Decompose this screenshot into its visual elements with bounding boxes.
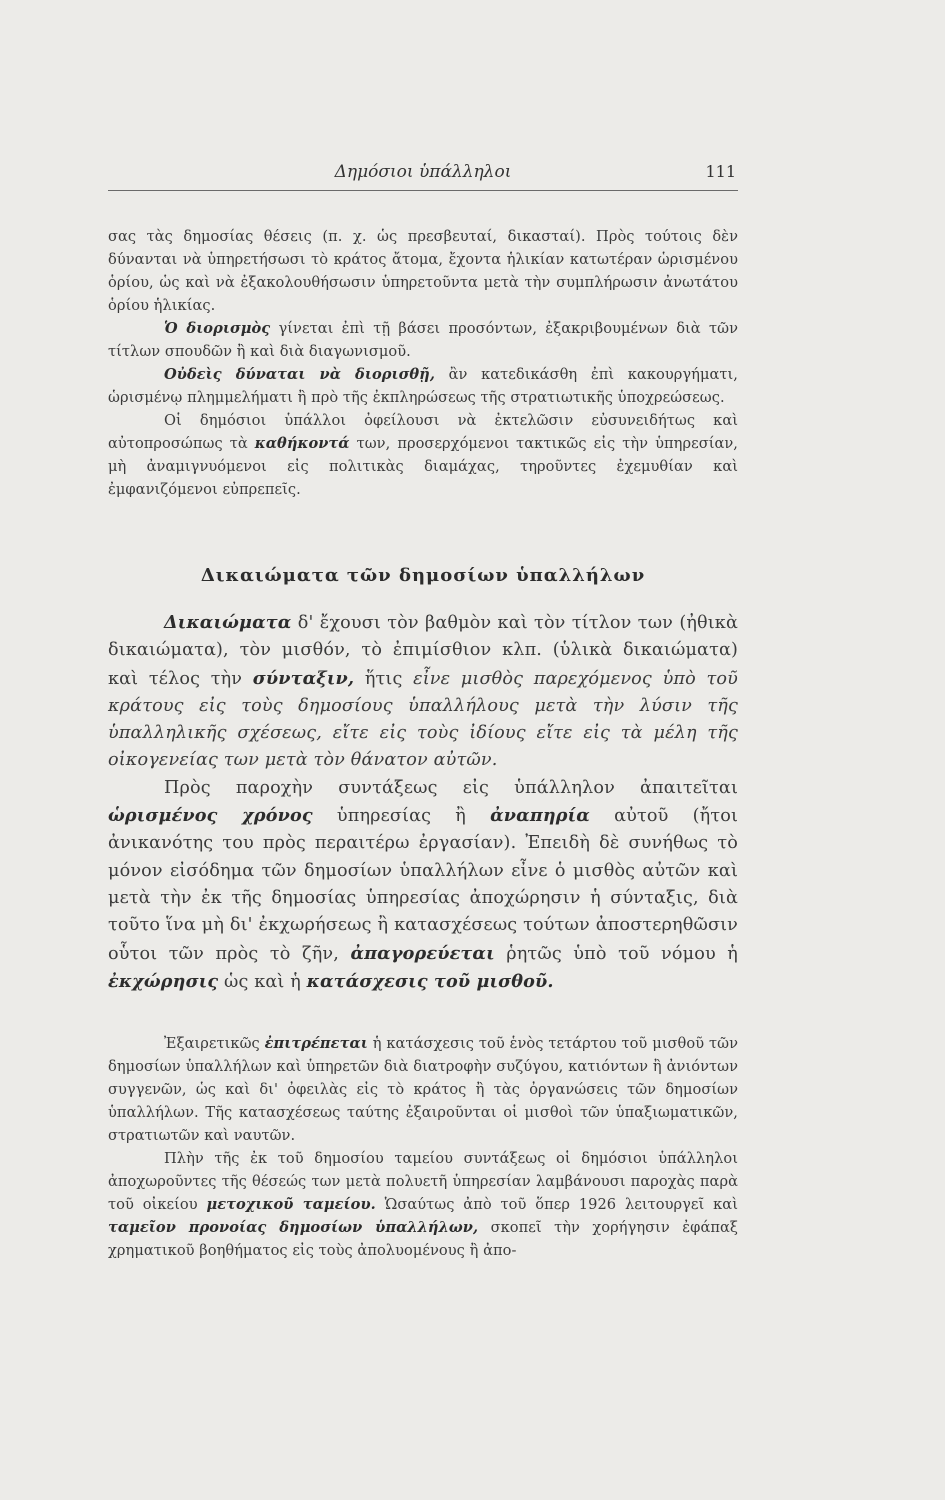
term-duties: καθήκοντά bbox=[254, 435, 350, 452]
term-service-time: ὡρισμένος χρόνος bbox=[108, 805, 313, 827]
term-share-fund: μετοχικοῦ ταμείου. bbox=[206, 1196, 376, 1213]
paragraph-rights: Δικαιώματα δ' ἔχουσι τὸν βαθμὸν καὶ τὸν τίτλον των (ἠθικὰ δικαιώματα), τὸν μισθόν, τὸ ἐπιμίσθιον κλπ. (ὑλικὰ δικαιώματα) καὶ τέλος τὴν σύνταξιν, ἥτις εἶνε μισθὸς παρεχόμενος ὑπὸ τοῦ κράτους εἰς τοὺς δημοσίους ὑπαλλήλους μετὰ τὴν λύσιν τῆς ὑπαλληλικῆς σχέσεως, εἴτε εἰς τοὺς ἰδίους εἴτε εἰς τὰ μέλη τῆς οἰκογενείας των μετὰ τὸν θάνατον αὐτῶν. bbox=[108, 612, 738, 771]
paragraph-appointment: Ὁ διορισμὸς γίνεται ἐπὶ τῇ βάσει προσόντων, ἐξακριβουμένων διὰ τῶν τίτλων σπουδῶν ἢ καὶ διὰ διαγωνισμοῦ. bbox=[108, 320, 738, 360]
term-disability: ἀναπηρία bbox=[490, 805, 591, 827]
page-header bbox=[108, 160, 738, 191]
term-welfare-fund: ταμεῖον προνοίας δημοσίων ὑπαλλήλων, bbox=[108, 1219, 479, 1236]
paragraph-ineligibility: Οὐδεὶς δύναται νὰ διορισθῇ, ἂν κατεδικάσθη ἐπὶ κακουργήματι, ὡρισμένῳ πλημμελήματι ἢ πρὸ τῆς ἐκπληρώσεως τῆς στρατιωτικῆς ὑποχρεώσεως. bbox=[108, 366, 738, 406]
term-assignment: ἐκχώρησις bbox=[108, 970, 219, 992]
rights-section bbox=[108, 609, 738, 996]
term-rights: Δικαιώματα bbox=[164, 612, 292, 633]
paragraph-funds: Πλὴν τῆς ἐκ τοῦ δημοσίου ταμείου συντάξεως οἱ δημόσιοι ὑπάλληλοι ἀποχωροῦντες τῆς θέσεώς των μετὰ πολυετῆ ὑπηρεσίαν λαμβάνουσι παροχὰς παρὰ τοῦ οἰκείου μετοχικοῦ ταμείου. Ὡσαύτως ἀπὸ τοῦ ὅπερ 1926 λειτουργεῖ καὶ ταμεῖον προνοίας δημοσίων ὑπαλλήλων, σκοπεῖ τὴν χορήγησιν ἐφάπαξ χρηματικοῦ βοηθήματος εἰς τοὺς ἀπολυομένους ἢ ἀπο- bbox=[108, 1150, 738, 1259]
term-ineligibility: Οὐδεὶς δύναται νὰ διορισθῇ, bbox=[164, 366, 435, 383]
paragraph-pension-conditions: Πρὸς παροχὴν συντάξεως εἰς ὑπάλληλον ἀπαιτεῖται ὡρισμένος χρόνος ὑπηρεσίας ἢ ἀναπηρία αὐτοῦ (ἤτοι ἀνικανότης του πρὸς περαιτέρω ἐργασίαν). Ἐπειδὴ δὲ συνήθως τὸ μόνον εἰσόδημα τῶν δημοσίων ὑπαλλήλων εἶνε ὁ μισθὸς αὐτῶν καὶ μετὰ τὴν ἐκ τῆς δημοσίας ὑπηρεσίας ἀποχώρησιν ἡ σύνταξις, διὰ τοῦτο ἵνα μὴ δι' ἐκχωρήσεως ἢ κατασχέσεως τούτων ἀποστερηθῶσιν οὗτοι τῶν πρὸς τὸ ζῆν, ἀπαγορεύεται ῥητῶς ὑπὸ τοῦ νόμου ἡ ἐκχώρησις ὡς καὶ ἡ κατάσχεσις τοῦ μισθοῦ. bbox=[108, 777, 739, 992]
term-seizure: κατάσχεσις τοῦ μισθοῦ. bbox=[306, 970, 554, 992]
term-appointment: Ὁ διορισμὸς bbox=[164, 320, 271, 337]
paragraph-exceptions: Ἐξαιρετικῶς ἐπιτρέπεται ἡ κατάσχεσις τοῦ ἑνὸς τετάρτου τοῦ μισθοῦ τῶν δημοσίων ὑπαλλήλων καὶ ὑπηρετῶν διὰ διατροφὴν συζύγου, κατιόντων ἢ ἀνιόντων συγγενῶν, ὡς καὶ δι' ὀφειλὰς εἰς τὸ κράτος ἢ τὰς ὀργανώσεις τῶν δημοσίων ὑπαλλήλων. Τῆς κατασχέσεως ταύτης ἐξαιροῦνται οἱ μισθοὶ τῶν ὑπαξιωματικῶν, στρατιωτῶν καὶ ναυτῶν. bbox=[108, 1035, 738, 1144]
paragraph-duties: Οἱ δημόσιοι ὑπάλλοι ὀφείλουσι νὰ ἐκτελῶσιν εὐσυνειδήτως καὶ αὐτοπροσώπως τὰ καθήκοντά των, προσερχόμενοι τακτικῶς εἰς τὴν ὑπηρεσίαν, μὴ ἀναμιγνυόμενοι εἰς πολιτικὰς διαμάχας, τηροῦντες ἐχεμυθίαν καὶ ἐμφανιζόμενοι εὐπρεπεῖς. bbox=[108, 412, 738, 498]
section-heading: Δικαιώματα τῶν δημοσίων ὑπαλλήλων bbox=[200, 565, 646, 586]
running-title: Δημόσιοι ὑπάλληλοι bbox=[334, 162, 512, 182]
paragraph-age-limits: σας τὰς δημοσίας θέσεις (π. χ. ὡς πρεσβευταί, δικασταί). Πρὸς τούτοις δὲν δύνανται νὰ ὑπηρετήσωσι τὸ κράτος ἄτομα, ἔχοντα ἡλικίαν κατωτέραν ὡρισμένου ὁρίου, ὡς καὶ νὰ ἐξακολουθήσωσιν ὑπηρετοῦντα μετὰ τὴν συμπλήρωσιν ἀνωτάτου ὁρίου ἡλικίας. bbox=[108, 228, 738, 314]
term-prohibited: ἀπαγορεύεται bbox=[350, 942, 495, 964]
duties-section bbox=[108, 225, 738, 501]
term-permitted: ἐπιτρέπεται bbox=[264, 1035, 368, 1052]
page-number: 111 bbox=[705, 162, 736, 181]
exceptions-section bbox=[108, 1032, 738, 1262]
term-pension: σύνταξιν, bbox=[252, 667, 355, 689]
pension-definition: εἶνε μισθὸς παρεχόμενος ὑπὸ τοῦ κράτους εἰς τοὺς δημοσίους ὑπαλλήλους μετὰ τὴν λύσιν τῆς ὑπαλληλικῆς σχέσεως, εἴτε εἰς τοὺς ἰδίους εἴτε εἰς τὰ μέλη τῆς οἰκογενείας των μετὰ τὸν θάνατον αὐτῶν. bbox=[108, 668, 738, 771]
